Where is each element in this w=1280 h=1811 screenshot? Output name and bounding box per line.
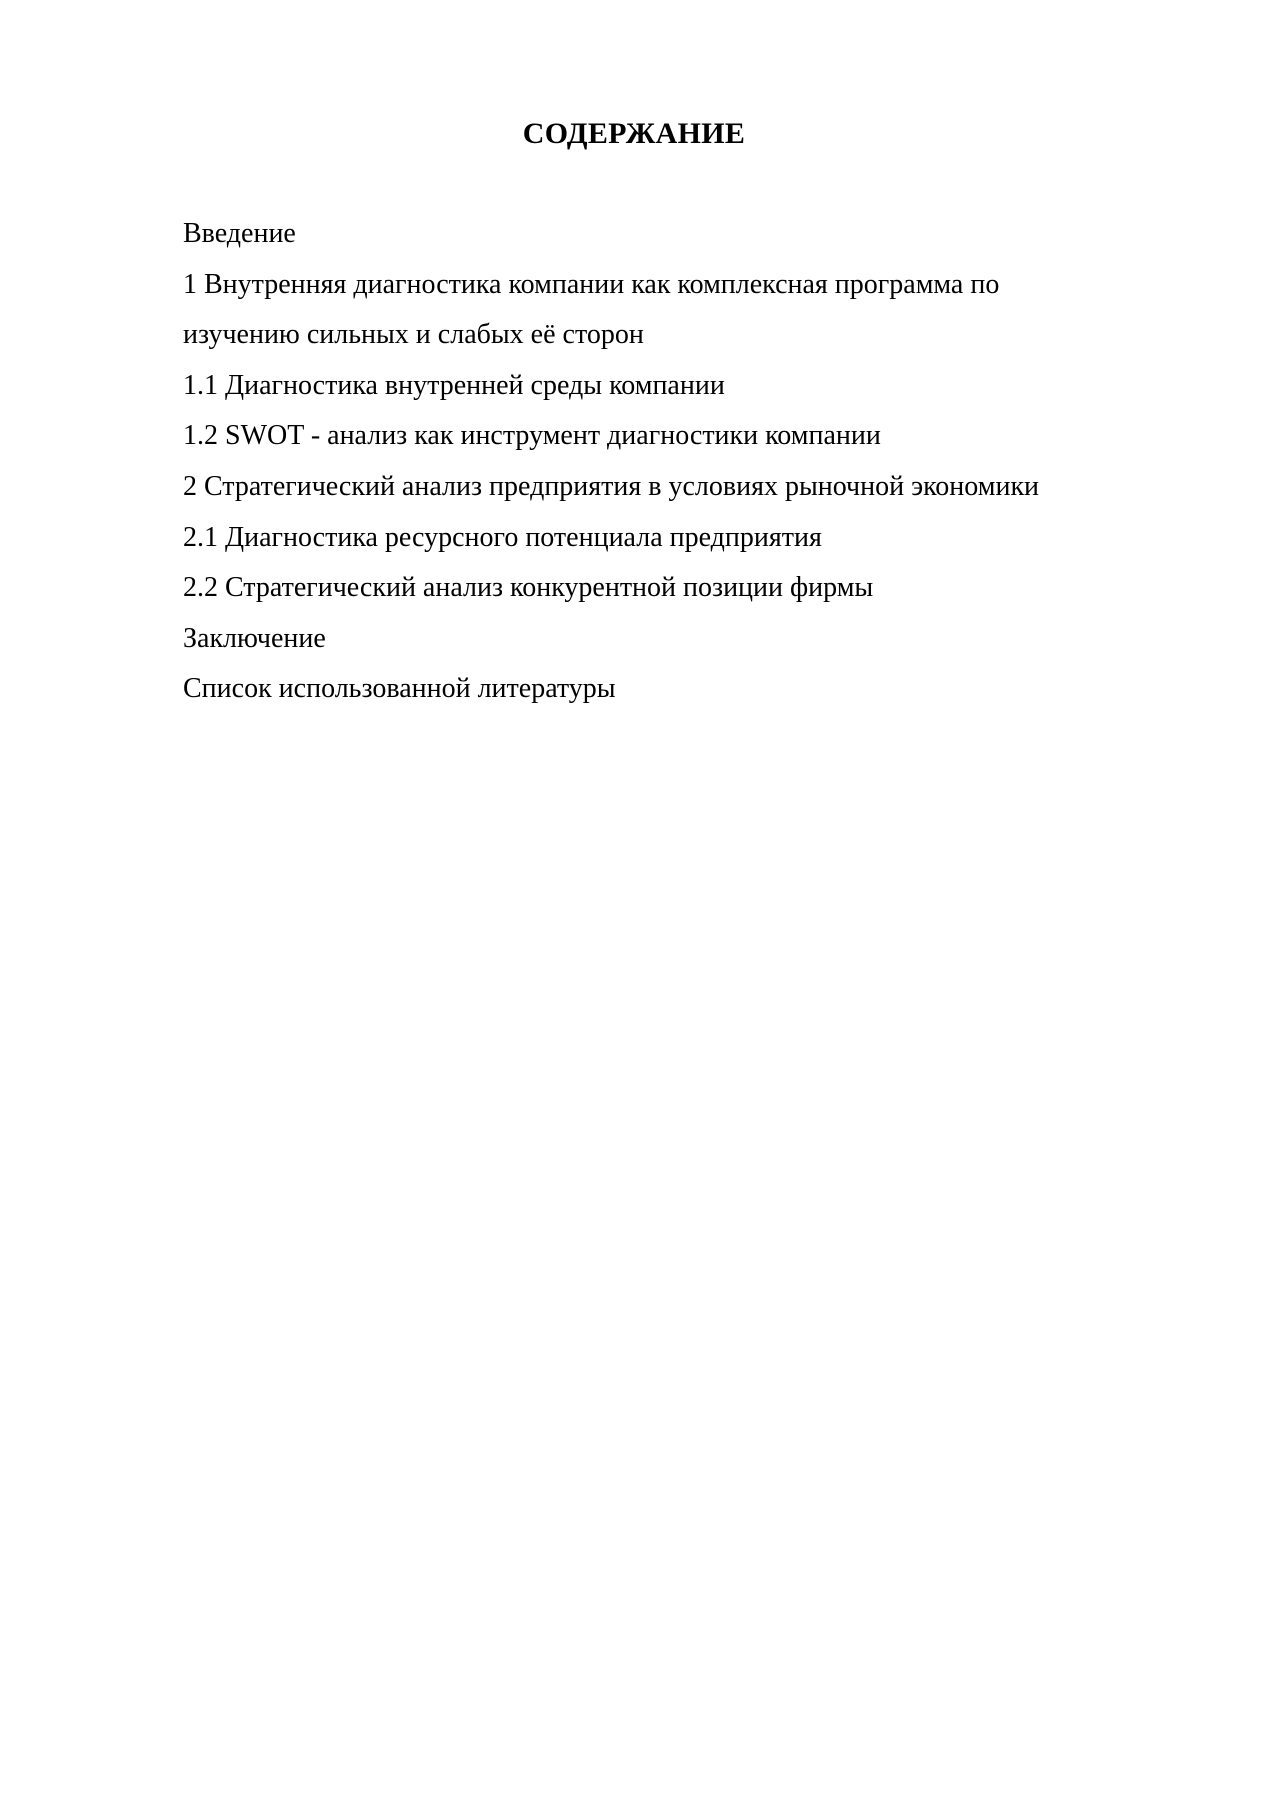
toc-item-introduction: Введение — [183, 218, 296, 249]
toc-item-conclusion: Заключение — [183, 622, 326, 654]
toc-item-references: Список использованной литературы — [183, 673, 616, 705]
table-of-contents — [183, 209, 1133, 715]
toc-item-section-1-1: 1.1 Диагностика внутренней среды компании — [183, 369, 725, 401]
toc-item-chapter-1: 1 Внутренняя диагностика компании как комплексная программа по — [183, 268, 1000, 300]
toc-item-chapter-2: 2 Стратегический анализ предприятия в условиях рыночной экономики — [183, 470, 1040, 502]
toc-item-section-2-2: 2.2 Стратегический анализ конкурентной позиции фирмы — [183, 572, 874, 604]
page-title: СОДЕРЖАНИЕ — [522, 117, 746, 150]
toc-item-section-2-1: 2.1 Диагностика ресурсного потенциала предприятия — [183, 521, 822, 553]
toc-item-section-1-2: 1.2 SWOT - анализ как инструмент диагностики компании — [183, 420, 881, 452]
toc-item-chapter-1-continued: изучению сильных и слабых её сторон — [183, 319, 644, 351]
